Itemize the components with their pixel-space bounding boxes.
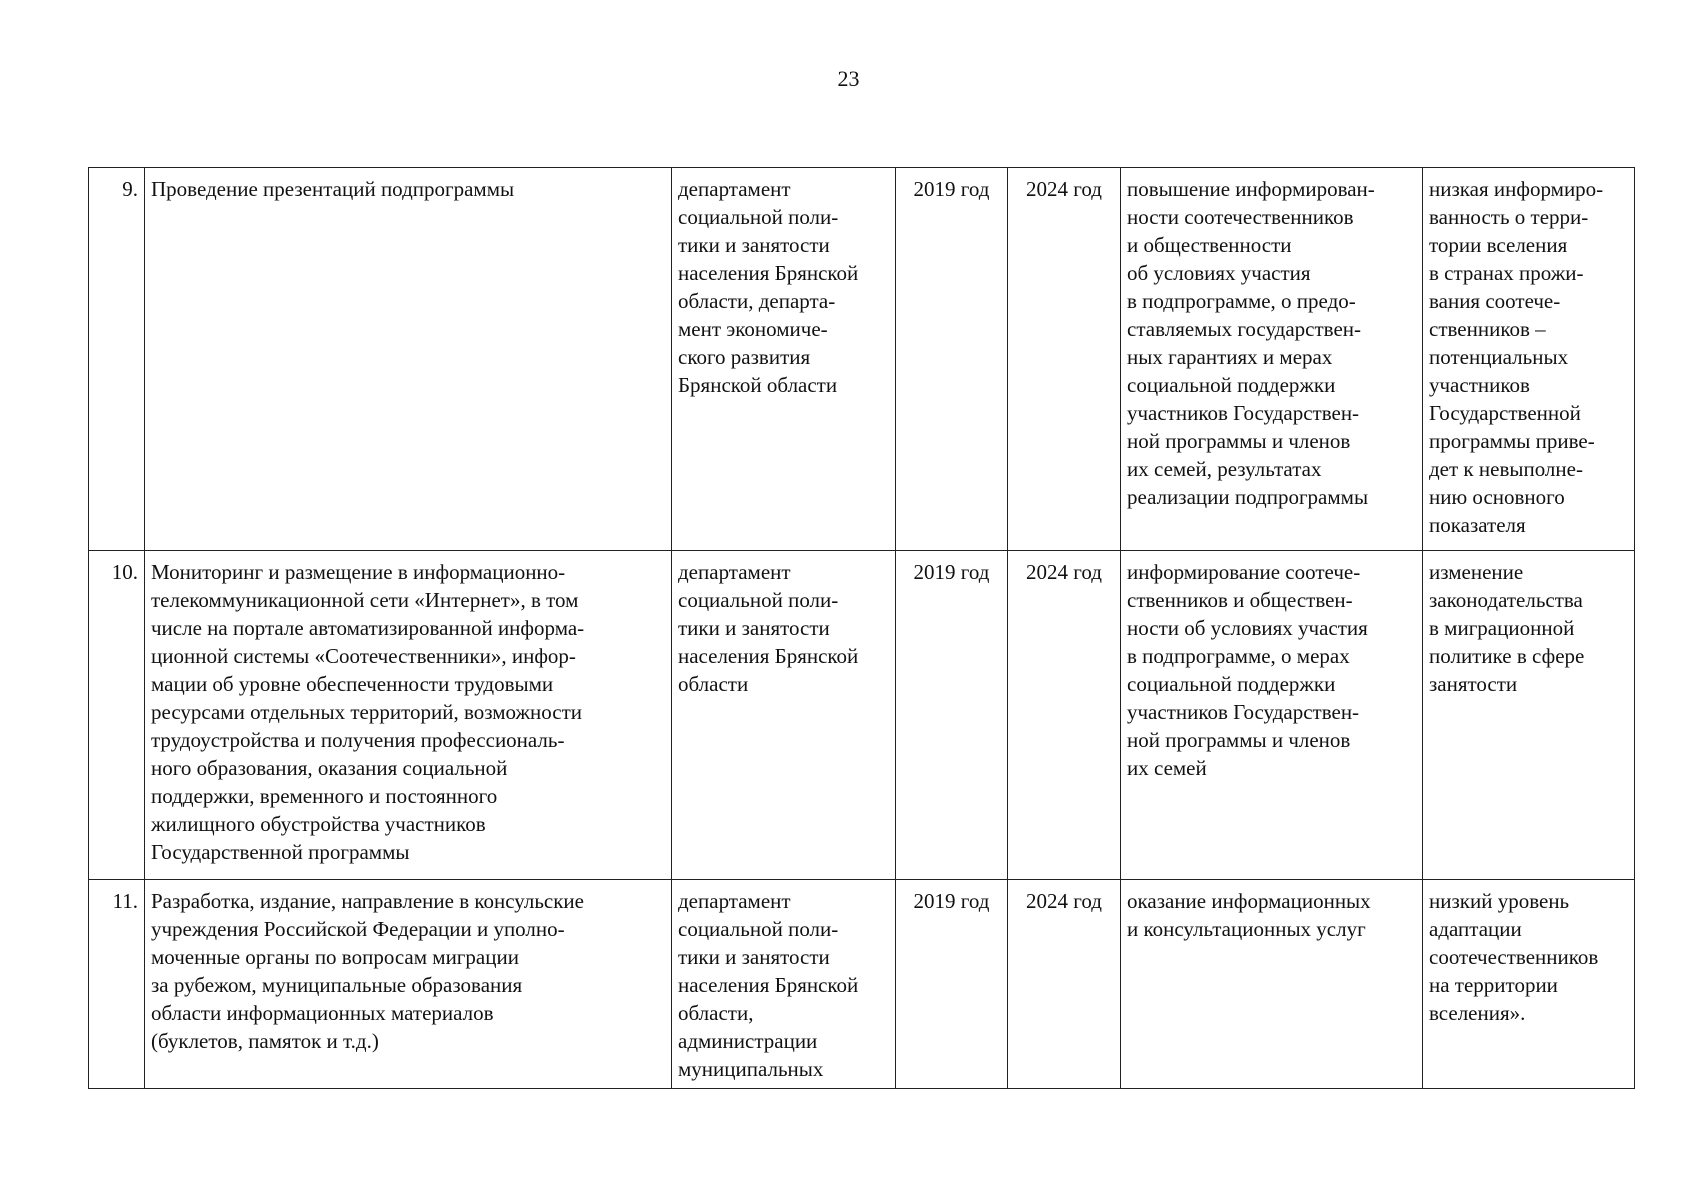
expected-result-cell: оказание информационных и консультационных услуг — [1121, 880, 1423, 1089]
consequences-cell: изменение законодательства в миграционной политике в сфере занятости — [1423, 551, 1635, 880]
row-number: 10. — [89, 551, 145, 880]
table-row — [89, 880, 1635, 1089]
consequences-cell: низкая информиро- ванность о терри- тории вселения в странах прожи- вания соотече- ственников – потенциальных участников Государственной программы приве- дет к невыполне- нию основного показателя — [1423, 168, 1635, 551]
activity-cell: Проведение презентаций подпрограммы — [145, 168, 672, 551]
executor-cell: департамент социальной поли- тики и занятости населения Брянской области, департа- мент экономиче- ского развития Брянской области — [672, 168, 896, 551]
table-row — [89, 168, 1635, 551]
expected-result-cell: повышение информирован- ности соотечественников и общественности об условиях участия в подпрограмме, о предо- ставляемых государствен- ных гарантиях и мерах социальной поддержки участников Государствен- ной программы и членов их семей, результатах реализации подпрограммы — [1121, 168, 1423, 551]
consequences-cell: низкий уровень адаптации соотечественников на территории вселения». — [1423, 880, 1635, 1089]
executor-cell: департамент социальной поли- тики и занятости населения Брянской области, администрации муниципальных — [672, 880, 896, 1089]
end-year-cell: 2024 год — [1008, 551, 1121, 880]
executor-cell: департамент социальной поли- тики и занятости населения Брянской области — [672, 551, 896, 880]
row-number: 11. — [89, 880, 145, 1089]
page-number: 23 — [837, 66, 860, 91]
measures-table — [88, 167, 1635, 1089]
start-year-cell: 2019 год — [896, 168, 1008, 551]
end-year-cell: 2024 год — [1008, 168, 1121, 551]
end-year-cell: 2024 год — [1008, 880, 1121, 1089]
activity-cell: Мониторинг и размещение в информационно- телекоммуникационной сети «Интернет», в том числе на портале автоматизированной информа- ционной системы «Соотечественники», инфор- мации об уровне обеспеченности трудовыми ресурсами отдельных территорий, возможности трудоустройства и получения профессиональ- ного образования, оказания социальной поддержки, временного и постоянного жилищного обустройства участников Государственной программы — [145, 551, 672, 880]
activity-cell: Разработка, издание, направление в консульские учреждения Российской Федерации и уполно- моченные органы по вопросам миграции за рубежом, муниципальные образования области информационных материалов (буклетов, памяток и т.д.) — [145, 880, 672, 1089]
row-number: 9. — [89, 168, 145, 551]
start-year-cell: 2019 год — [896, 880, 1008, 1089]
expected-result-cell: информирование соотече- ственников и обществен- ности об условиях участия в подпрограмме, о мерах социальной поддержки участников Государствен- ной программы и членов их семей — [1121, 551, 1423, 880]
table-row — [89, 551, 1635, 880]
start-year-cell: 2019 год — [896, 551, 1008, 880]
